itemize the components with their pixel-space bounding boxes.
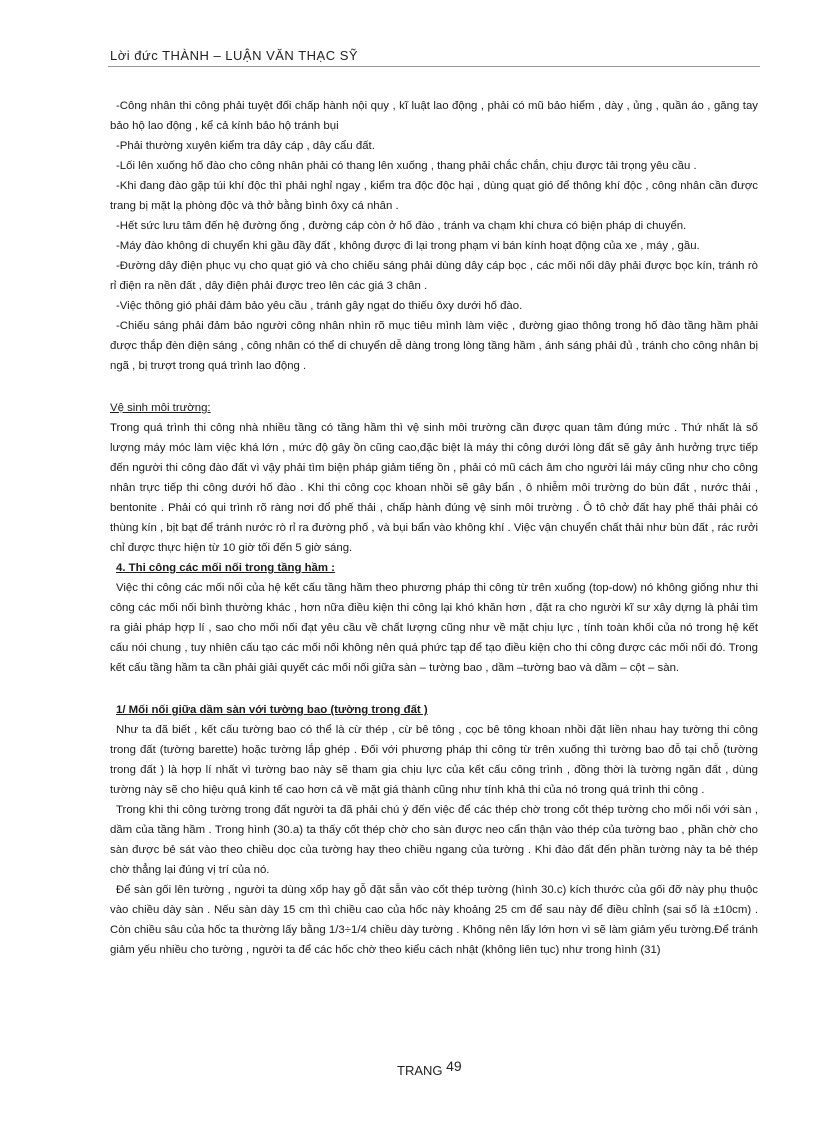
page-footer bbox=[397, 1058, 462, 1078]
subsection-1-paragraph: Như ta đã biết , kết cấu tường bao có thể là cừ thép , cừ bê tông , cọc bê tông khoan nhồi đặt liền nhau hay tường thi công trong đất (tường barette) hoặc tường lắp ghép . Đối với phương pháp thi công từ trên xuống thì tường bao đỗ tại chỗ (tường trong đất ) là hợp lí nhất vì tường bao này sẽ tham gia chịu lực của kết cấu công trình , đồng thời là tường ngăn đất , dùng tường này sẽ cho hiệu quả kinh tế cao hơn cả về mặt giá thành cũng như tính khả thi của nó trong quá trình thi công . bbox=[110, 724, 758, 796]
subsection-1-paragraph: Để sàn gối lên tường , người ta dùng xốp hay gỗ đặt sẵn vào cốt thép tường (hình 30.c) kích thước của gối đỡ này phụ thuộc vào chiều dày sàn . Nếu sàn dày 15 cm thì chiều cao của hốc này khoảng 25 cm để sau này để điều chỉnh (sai số là ±10cm) . Còn chiều sâu của hốc ta thường lấy bằng 1/3÷1/4 chiều dày tường . Không nên lấy lớn hơn vì sẽ làm giảm yếu tường.Để tránh giảm yếu nhiều cho tường , người ta để các hốc chờ theo kiểu cách nhật (không liên tục) như trong hình (31) bbox=[110, 884, 758, 956]
env-paragraph: Trong quá trình thi công nhà nhiều tầng có tầng hầm thì vệ sinh môi trường cần được quan tâm đúng mức . Thứ nhất là số lượng máy móc làm việc khá lớn , mức độ gây ồn cũng cao,đặc biệt là máy thi công dưới lòng đất sẽ gây ảnh hưởng trực tiếp đến người thi công đào đất vì vậy phải tìm biện pháp giảm tiếng ồn , phải có mũ cách âm cho người lái máy cũng như cho công nhân trực tiếp thi công dưới hố đào . Khi thi công cọc khoan nhồi sẽ gây bẩn , ô nhiễm môi trường do bùn đất , nước thải , bentonite . Phải có qui trình rõ ràng nơi đổ phế thải , chấp hành đúng vệ sinh môi trường . Ô tô chở đất hay phế thải phải có thùng kín , bịt bạt để tránh nước rò rỉ ra đường phố , và bụi bẩn vào không khí . Việc vận chuyển chất thải như bùn đất , rác rưởi chỉ được thực hiện từ 10 giờ tối đến 5 giờ sáng. bbox=[110, 422, 758, 554]
document-body bbox=[110, 96, 758, 960]
safety-paragraph: -Lối lên xuống hố đào cho công nhân phải có thang lên xuống , thang phải chắc chắn, chịu được tải trọng yêu cầu . bbox=[116, 160, 697, 172]
safety-paragraph: -Phải thường xuyên kiểm tra dây cáp , dây cẩu đất. bbox=[116, 140, 375, 152]
section-4-paragraph: Việc thi công các mối nối của hệ kết cấu tầng hầm theo phương pháp thi công từ trên xuống (top-dow) nó không giống như thi công các mối nối bình thường khác , hơn nữa điều kiện thi công lại khó khăn hơn , đặt ra cho người kĩ sư xây dựng là phải tìm ra giải pháp hợp lí , sao cho mối nối đạt yêu cầu về chất lượng cũng như về mặt chịu lực , tính toàn khối của nó trong hệ kết cấu nói chung , tuy nhiên cấu tạo các mối nối không nên quá phức tạp để tạo điều kiện cho thi công được các mối nối đó. Trong kết cấu tầng hầm ta cần phải giải quyết các mối nối giữa sàn – tường bao , dầm –tường bao và dầm – cột – sàn. bbox=[110, 582, 758, 674]
safety-paragraph: -Hết sức lưu tâm đến hệ đường ống , đường cáp còn ở hố đào , tránh va chạm khi chưa có biện pháp di chuyển. bbox=[116, 220, 687, 232]
header-divider bbox=[108, 66, 760, 67]
safety-paragraph: -Chiếu sáng phải đảm bảo người công nhân nhìn rõ mục tiêu mình làm việc , đường giao thông trong hố đào tầng hầm phải được thắp đèn điện sáng , công nhân có thể di chuyển dễ dàng trong lòng tầng hầm , ánh sáng phải đủ , tránh cho công nhân bị ngã , bị trượt trong quá trình lao động . bbox=[110, 320, 758, 372]
page-number: 49 bbox=[446, 1058, 462, 1074]
section-4-heading: 4. Thi công các mối nối trong tầng hầm : bbox=[116, 562, 335, 574]
safety-paragraph: -Khi đang đào gặp túi khí độc thì phải nghỉ ngay , kiểm tra độc độc hại , dùng quạt gió để thông khí độc , công nhân cần được trang bị mặt lạ phòng độc và thở bằng bình ôxy cá nhân . bbox=[110, 180, 758, 212]
safety-paragraph: -Đường dây điện phục vụ cho quạt gió và cho chiếu sáng phải dùng dây cáp bọc , các mối nối dây phải được bọc kín, tránh rò rỉ điện ra nền đất , dây điện phải được treo lên các giá 3 chân . bbox=[110, 260, 758, 292]
safety-paragraph: -Công nhân thi công phải tuyệt đối chấp hành nội quy , kĩ luật lao động , phải có mũ bảo hiểm , dày , ủng , quần áo , găng tay bảo hộ lao động , kể cả kính bảo hộ tránh bụi bbox=[110, 100, 758, 132]
safety-paragraph: -Máy đào không di chuyển khi gầu đầy đất , không được đi lại trong phạm vi bán kính hoạt động của xe , máy , gầu. bbox=[116, 240, 700, 252]
page-header: Lời đức THÀNH – LUẬN VĂN THẠC SỸ bbox=[110, 48, 359, 63]
footer-label: TRANG bbox=[397, 1063, 443, 1078]
env-heading: Vệ sinh môi trường: bbox=[110, 402, 211, 414]
subsection-1-heading: 1/ Mối nối giữa dầm sàn với tường bao (tường trong đất ) bbox=[116, 704, 428, 716]
safety-paragraph: -Việc thông gió phải đảm bảo yêu cầu , tránh gây ngạt do thiếu ôxy dưới hố đào. bbox=[116, 300, 523, 312]
subsection-1-paragraph: Trong khi thi công tường trong đất người ta đã phải chú ý đến việc để các thép chờ trong cốt thép tường cho mối nối với sàn , dầm của tầng hầm . Trong hình (30.a) ta thấy cốt thép chờ cho sàn được neo cẩn thận vào thép của tường bao , phần chờ cho sàn được bẻ sát vào theo chiều dọc của tường hay theo chiều ngang của tường . Khi đào đất đến phần tường này ta bẻ thép chờ thẳng lại đúng vị trí của nó. bbox=[110, 804, 758, 876]
